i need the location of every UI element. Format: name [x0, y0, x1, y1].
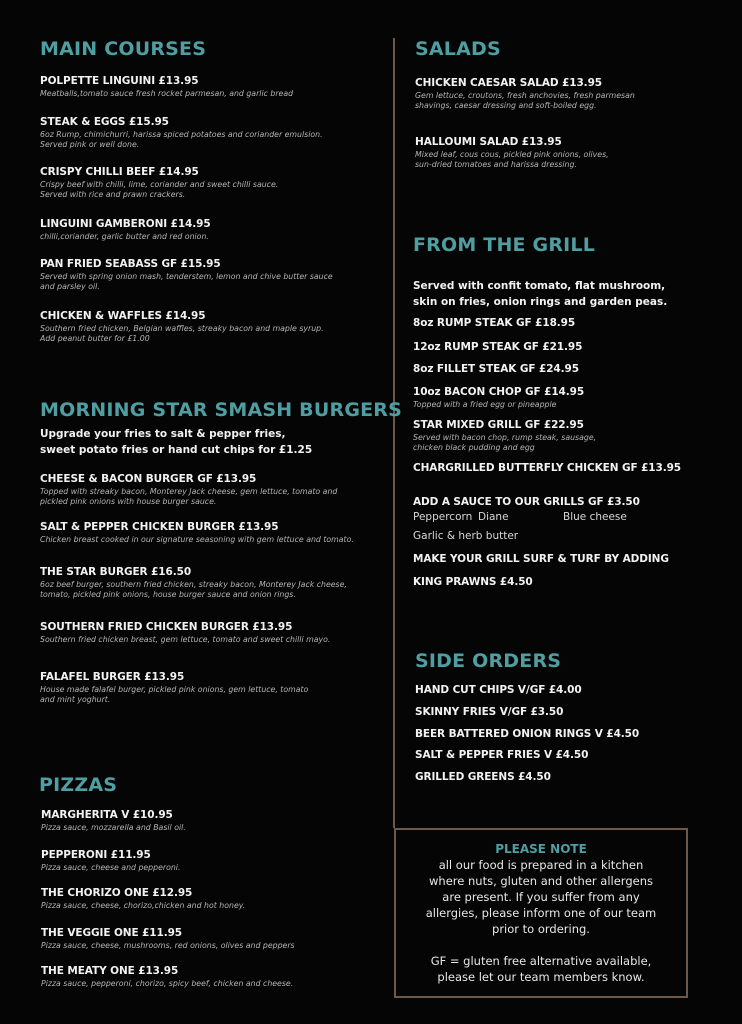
menu-item-description: pickled pink onions with house burger sauce. [40, 497, 217, 506]
menu-item-description: Add peanut butter for £1.00 [40, 334, 150, 343]
menu-item-title: 12oz RUMP STEAK GF £21.95 [413, 341, 583, 353]
menu-item-title: STEAK & EGGS £15.95 [40, 116, 169, 128]
sauce-option: Peppercorn [413, 511, 473, 523]
menu-item-description: Served with bacon chop, rump steak, sausage, [413, 433, 597, 442]
menu-item-description: Southern fried chicken breast, gem lettuce, tomato and sweet chilli mayo. [40, 635, 331, 644]
menu-item-description: and mint yoghurt. [40, 695, 111, 704]
grill-intro: Served with confit tomato, flat mushroom, [413, 280, 666, 292]
note-line: prior to ordering. [492, 922, 590, 936]
menu-item-description: Pizza sauce, cheese and pepperoni. [41, 863, 181, 872]
menu-item-description: Pizza sauce, pepperoni, chorizo, spicy beef, chicken and cheese. [41, 979, 294, 988]
menu-item-title: CRISPY CHILLI BEEF £14.95 [40, 166, 199, 178]
menu-item-description: Served with rice and prawn crackers. [40, 190, 186, 199]
king-prawns-item: KING PRAWNS £4.50 [413, 576, 533, 588]
menu-item-description: House made falafel burger, pickled pink onions, gem lettuce, tomato [40, 685, 309, 694]
section-heading-salads: SALADS [415, 38, 501, 60]
menu-item-title: THE STAR BURGER £16.50 [40, 566, 192, 578]
column-divider [393, 38, 395, 828]
section-heading-main-courses: MAIN COURSES [40, 38, 207, 60]
note-line: are present. If you suffer from any [442, 890, 640, 904]
menu-item-description: Pizza sauce, mozzarella and Basil oil. [41, 823, 186, 832]
section-heading-pizzas: PIZZAS [39, 774, 118, 796]
menu-item-title: CHICKEN CAESAR SALAD £13.95 [415, 77, 602, 89]
menu-item-description: 6oz Rump, chimichurri, harissa spiced potatoes and coriander emulsion. [40, 130, 323, 139]
gf-note-line: GF = gluten free alternative available, [430, 954, 652, 968]
menu-item-title: POLPETTE LINGUINI £13.95 [40, 75, 199, 87]
menu-item-description: chicken black pudding and egg [413, 443, 535, 452]
note-line: allergies, please inform one of our team [425, 906, 657, 920]
menu-item-description: Meatballs,tomato sauce fresh rocket parmesan, and garlic bread [40, 89, 294, 98]
menu-item-title: LINGUINI GAMBERONI £14.95 [40, 218, 211, 230]
side-order-item: HAND CUT CHIPS V/GF £4.00 [415, 684, 582, 696]
menu-item-title: 8oz FILLET STEAK GF £24.95 [413, 363, 579, 375]
sauce-option: Blue cheese [563, 511, 627, 523]
menu-item-description: Topped with streaky bacon, Monterey Jack cheese, gem lettuce, tomato and [40, 487, 338, 496]
menu-item-title: 8oz RUMP STEAK GF £18.95 [413, 317, 576, 329]
menu-item-description: Served with spring onion mash, tenderstem, lemon and chive butter sauce [40, 272, 333, 281]
menu-item-title: THE VEGGIE ONE £11.95 [41, 927, 183, 939]
menu-item-description: Pizza sauce, cheese, chorizo,chicken and hot honey. [41, 901, 246, 910]
menu-item-title: MARGHERITA V £10.95 [41, 809, 173, 821]
menu-item-description: Gem lettuce, croutons, fresh anchovies, fresh parmesan [415, 91, 635, 100]
sauce-heading: ADD A SAUCE TO OUR GRILLS GF £3.50 [413, 496, 640, 508]
note-heading: PLEASE NOTE [495, 842, 587, 856]
menu-item-description: and parsley oil. [40, 282, 100, 291]
sauce-option: Diane [478, 511, 509, 523]
menu-item-title: FALAFEL BURGER £13.95 [40, 671, 185, 683]
grill-intro: skin on fries, onion rings and garden peas. [413, 296, 668, 308]
menu-item-title: CHEESE & BACON BURGER GF £13.95 [40, 473, 257, 485]
surf-turf-heading: MAKE YOUR GRILL SURF & TURF BY ADDING [413, 553, 669, 565]
menu-item-description: Southern fried chicken, Belgian waffles, streaky bacon and maple syrup. [40, 324, 324, 333]
menu-item-title: SOUTHERN FRIED CHICKEN BURGER £13.95 [40, 621, 293, 633]
section-heading-sides: SIDE ORDERS [415, 650, 562, 672]
menu-item-description: Pizza sauce, cheese, mushrooms, red onions, olives and peppers [41, 941, 295, 950]
menu-item-title: STAR MIXED GRILL GF £22.95 [413, 419, 584, 431]
menu-item-title: CHARGRILLED BUTTERFLY CHICKEN GF £13.95 [413, 462, 682, 474]
menu-item-title: 10oz BACON CHOP GF £14.95 [413, 386, 585, 398]
menu-item-title: PEPPERONI £11.95 [41, 849, 151, 861]
menu-item-description: sun-dried tomatoes and harissa dressing. [415, 160, 577, 169]
menu-item-description: tomato, pickled pink onions, house burger sauce and onion rings. [40, 590, 296, 599]
side-order-item: SKINNY FRIES V/GF £3.50 [415, 706, 564, 718]
side-order-item: GRILLED GREENS £4.50 [415, 771, 551, 783]
menu-item-title: THE CHORIZO ONE £12.95 [41, 887, 193, 899]
menu-item-description: Topped with a fried egg or pineapple [413, 400, 557, 409]
menu-item-title: SALT & PEPPER CHICKEN BURGER £13.95 [40, 521, 279, 533]
burger-upgrade-note: sweet potato fries or hand cut chips for £1.25 [40, 444, 313, 456]
burger-upgrade-note: Upgrade your fries to salt & pepper fries, [40, 428, 286, 440]
note-line: all our food is prepared in a kitchen [438, 858, 644, 872]
menu-item-description: shavings, caesar dressing and soft-boiled egg. [415, 101, 597, 110]
side-order-item: SALT & PEPPER FRIES V £4.50 [415, 749, 589, 761]
menu-item-description: Served pink or well done. [40, 140, 140, 149]
sauce-option: Garlic & herb butter [413, 530, 519, 542]
menu-item-description: 6oz beef burger, southern fried chicken, streaky bacon, Monterey Jack cheese, [40, 580, 347, 589]
note-line: where nuts, gluten and other allergens [429, 874, 653, 888]
gf-note-line: please let our team members know. [437, 970, 645, 984]
menu-item-description: Mixed leaf, cous cous, pickled pink onions, olives, [415, 150, 609, 159]
menu-item-title: CHICKEN & WAFFLES £14.95 [40, 310, 206, 322]
menu-item-title: HALLOUMI SALAD £13.95 [415, 136, 562, 148]
side-order-item: BEER BATTERED ONION RINGS V £4.50 [415, 728, 640, 740]
section-heading-grill: FROM THE GRILL [413, 234, 596, 256]
section-heading-burgers: MORNING STAR SMASH BURGERS [40, 399, 403, 421]
menu-item-title: THE MEATY ONE £13.95 [41, 965, 179, 977]
menu-item-description: chilli,coriander, garlic butter and red onion. [40, 232, 209, 241]
menu-item-description: Chicken breast cooked in our signature seasoning with gem lettuce and tomato. [40, 535, 354, 544]
menu-item-title: PAN FRIED SEABASS GF £15.95 [40, 258, 221, 270]
menu-item-description: Crispy beef with chilli, lime, coriander and sweet chilli sauce. [40, 180, 279, 189]
